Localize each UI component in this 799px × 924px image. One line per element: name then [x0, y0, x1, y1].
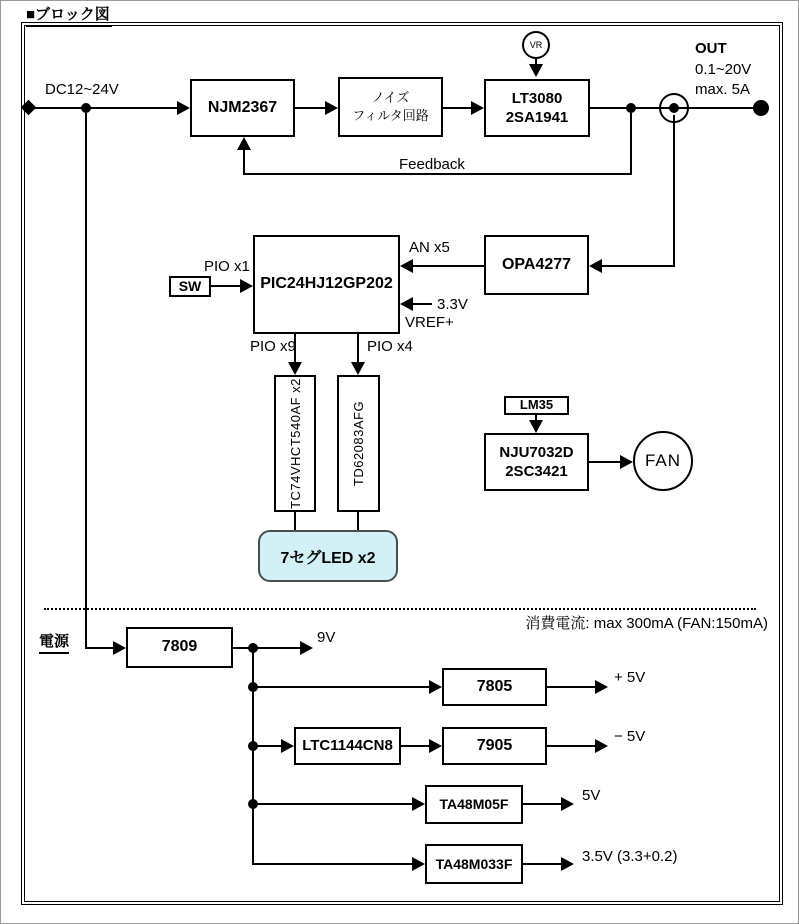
out-minus5v-label: − 5V	[614, 728, 646, 745]
block-njm2367-label: NJM2367	[207, 98, 278, 116]
junction-sense	[669, 103, 679, 113]
td62083-label: TD62083AFG	[351, 400, 367, 487]
opa4277-label: OPA4277	[501, 255, 572, 273]
wire-feedback-drop	[630, 108, 632, 175]
junction-ltc	[248, 741, 258, 751]
current-note: 消費電流: max 300mA (FAN:150mA)	[525, 615, 768, 632]
arrow-into-ltc	[281, 739, 294, 753]
arrow-lm35-into-nju	[529, 420, 543, 433]
junction-input	[81, 103, 91, 113]
arrow-into-lt	[471, 101, 484, 115]
noise-filter-line1: ノイズ	[371, 90, 410, 106]
v33-label: 3.3V	[437, 296, 468, 313]
pio-x9-label: PIO x9	[250, 338, 296, 355]
block-sw	[169, 276, 211, 297]
page-title: ■ブロック図	[26, 3, 112, 27]
block-lm35	[504, 396, 569, 415]
out-9v-label: 9V	[317, 629, 336, 646]
arrow-into-td62083	[351, 362, 365, 375]
block-7seg-led	[258, 530, 398, 582]
sw-label: SW	[178, 278, 202, 295]
pic24-label: PIC24HJ12GP202	[260, 275, 393, 293]
wire-pic-td62083	[357, 334, 359, 364]
arrow-5vp	[595, 680, 608, 694]
wire-tc74-led	[294, 512, 296, 530]
block-noise-filter	[338, 77, 443, 137]
arrow-into-7805	[429, 680, 442, 694]
block-td62083	[337, 375, 380, 512]
arrow-5vn	[595, 739, 608, 753]
vref-label: VREF+	[405, 314, 454, 331]
reg7905-label: 7905	[476, 736, 513, 754]
arrow-into-tc74	[288, 362, 302, 375]
arrow-feedback-into-njm	[237, 137, 251, 150]
block-7809	[126, 627, 233, 668]
block-ta48m033f	[425, 844, 523, 884]
wire-sense-drop	[673, 115, 675, 266]
arrow-9v	[300, 641, 313, 655]
junction-feedback	[626, 103, 636, 113]
lm35-label: LM35	[519, 397, 554, 413]
wire-nju-fan	[589, 461, 622, 463]
wire-7905-out	[547, 745, 596, 747]
block-7905	[442, 727, 547, 765]
wire-ta05-out	[523, 803, 562, 805]
wire-td62083-led	[357, 512, 359, 530]
power-section-label: 電源	[39, 630, 69, 654]
wire-feedback-up	[243, 146, 245, 175]
arrow-into-noise	[325, 101, 338, 115]
arrow-sw-into-pic	[240, 279, 253, 293]
arrow-vr-into-lt	[529, 64, 543, 77]
ltc1144-label: LTC1144CN8	[302, 737, 393, 755]
wire-feedback-horizontal	[243, 173, 632, 175]
out-35v-label: 3.5V (3.3+0.2)	[582, 848, 678, 865]
block-tc74	[274, 375, 316, 512]
wire-njm-noise	[295, 107, 329, 109]
wire-sense-opa	[597, 265, 675, 267]
block-opa4277	[484, 235, 589, 295]
block-ltc1144	[294, 727, 401, 765]
lt3080-line1: LT3080	[511, 89, 563, 107]
wire-power-main	[85, 113, 87, 648]
pio-x1-label: PIO x1	[204, 258, 250, 275]
ta48m033f-label: TA48M033F	[435, 855, 513, 872]
block-nju7032	[484, 433, 589, 491]
output-terminal	[753, 100, 769, 116]
out-range-label: 0.1~20V	[695, 61, 752, 78]
wire-power-7809	[85, 647, 115, 649]
wire-branch-ta033	[252, 863, 414, 865]
vr-knob-label: VR	[529, 40, 543, 50]
nju7032-line1: NJU7032D	[499, 443, 574, 461]
wire-ltc-7905	[401, 745, 431, 747]
wire-branch-ta05	[252, 803, 414, 805]
input-voltage-label: DC12~24V	[45, 81, 119, 98]
feedback-label: Feedback	[399, 156, 465, 173]
junction-9v	[248, 643, 258, 653]
arrow-into-7905	[429, 739, 442, 753]
wire-opa-pic	[407, 265, 484, 267]
arrow-into-fan	[620, 455, 633, 469]
section-divider	[44, 608, 756, 610]
out-5v-label: 5V	[582, 787, 601, 804]
block-pic24	[253, 235, 400, 334]
ta48m05f-label: TA48M05F	[439, 796, 509, 813]
pio-x4-label: PIO x4	[367, 338, 413, 355]
out-max-label: max. 5A	[695, 81, 751, 98]
fan-node	[633, 431, 693, 491]
arrow-into-opa	[589, 259, 602, 273]
block-ta48m05f	[425, 785, 523, 824]
wire-ta033-out	[523, 863, 562, 865]
vr-knob	[522, 31, 550, 59]
arrow-35v	[561, 857, 574, 871]
nju7032-line2: 2SC3421	[505, 463, 568, 480]
wire-7805-out	[547, 686, 596, 688]
out-title: OUT	[695, 40, 727, 57]
reg7805-label: 7805	[476, 677, 513, 695]
reg7809-label: 7809	[161, 638, 198, 656]
wire-branch-7805	[252, 686, 431, 688]
7seg-led-label: 7セグLED x2	[280, 549, 376, 567]
wire-input	[29, 107, 181, 109]
noise-filter-line2: フィルタ回路	[352, 108, 429, 123]
block-7805	[442, 668, 547, 706]
block-njm2367	[190, 79, 295, 137]
junction-ta05	[248, 799, 258, 809]
arrow-into-ta033	[412, 857, 425, 871]
arrow-into-ta05	[412, 797, 425, 811]
an-x5-label: AN x5	[409, 239, 450, 256]
arrow-5v	[561, 797, 574, 811]
arrow-into-njm	[177, 101, 190, 115]
junction-7805	[248, 682, 258, 692]
arrow-an-into-pic	[400, 259, 413, 273]
arrow-vref-into-pic	[400, 297, 413, 311]
wire-power-rail	[252, 648, 254, 864]
fan-label: FAN	[644, 451, 682, 470]
lt3080-line2: 2SA1941	[505, 109, 569, 126]
tc74-label: TC74VHCT540AF x2	[287, 378, 303, 509]
arrow-into-7809	[113, 641, 126, 655]
wire-7809-out	[233, 647, 301, 649]
block-lt3080	[484, 79, 590, 137]
out-plus5v-label: + 5V	[614, 669, 646, 686]
